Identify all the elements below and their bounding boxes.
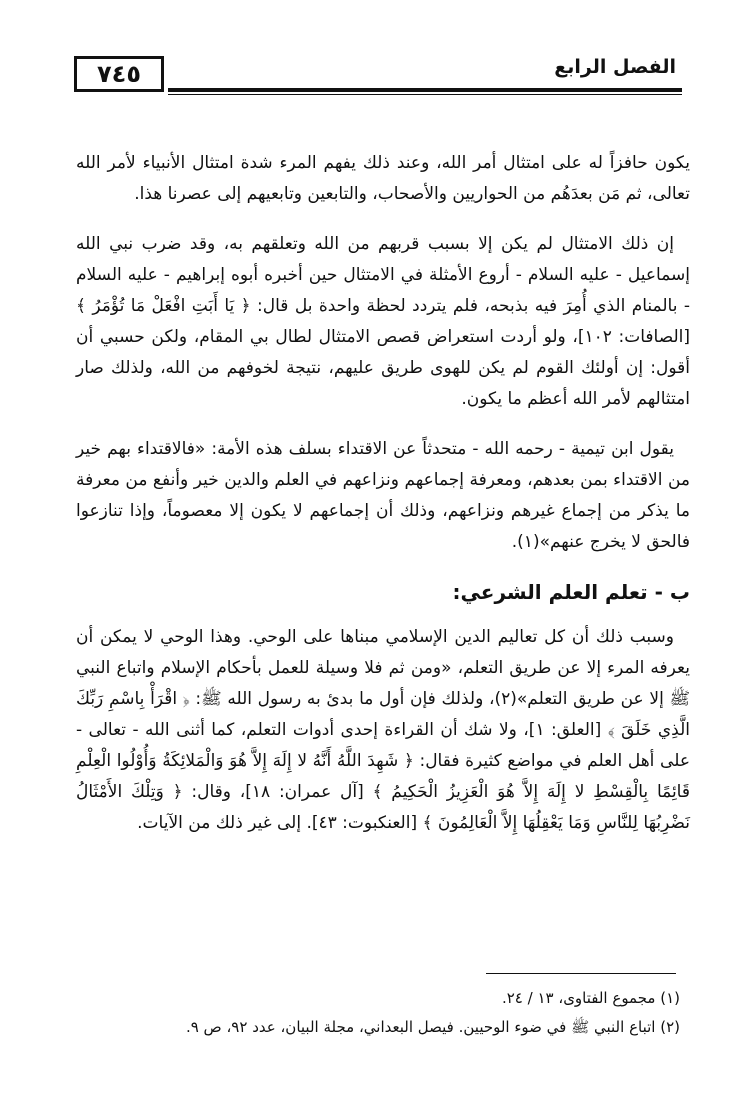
footnote-2: (٢) اتباع النبي ﷺ في ضوء الوحيين. فيصل البعداني، مجلة البيان، عدد ٩٢، ص ٩. [185,1018,680,1036]
header-rule-thin [168,94,682,95]
paragraph-3: يقول ابن تيمية - رحمه الله - متحدثاً عن الاقتداء بسلف هذه الأمة: «فالاقتداء بهم خير من الاقتداء بمن بعدهم، ومعرفة إجماعهم ونزاعهم في العلم والدين خير وأنفع من معرفة ما يذكر من إجماع غيرهم ونزاعهم، وذلك أن إجماعهم لا يكون إلا معصوماً، وإذا تنازعوا فالحق لا يخرج عنهم»(١). [76,439,690,552]
chapter-title: الفصل الرابع [554,56,676,78]
section-paragraph: وسبب ذلك أن كل تعاليم الدين الإسلامي مبناها على الوحي. وهذا الوحي لا يمكن أن يعرفه المرء إلا عن طريق التعلم، «ومن ثم فلا وسيلة للعمل بأحكام الإسلام واتباع النبي ﷺ إلا عن طريق التعلم»(٢)، ولذلك فإن أول ما بدئ به رسول الله ﷺ: ﴿ اقْرَأْ بِاسْمِ رَبِّكَ الَّذِي خَلَقَ ﴾ [العلق: ١]، ولا شك أن القراءة إحدى أدوات التعلم، كما أثنى الله - تعالى - على أهل العلم في مواضع كثيرة فقال: ﴿ شَهِدَ اللَّهُ أَنَّهُ لا إِلَهَ إِلاَّ هُوَ وَالْمَلائِكَةُ وَأُوْلُوا الْعِلْمِ قَائِمًا بِالْقِسْطِ لا إِلَهَ إِلاَّ هُوَ الْعَزِيزُ الْحَكِيمُ ﴾ [آل عمران: ١٨]، وقال: ﴿ وَتِلْكَ الأَمْثَالُ نَضْرِبُهَا لِلنَّاسِ وَمَا يَعْقِلُهَا إِلاَّ الْعَالِمُونَ ﴾ [العنكبوت: ٤٣]. إلى غير ذلك من الآيات. [76,627,691,833]
footnote-1: (١) مجموع الفتاوى، ١٣ / ٢٤. [501,989,680,1007]
paragraph-1: يكون حافزاً له على امتثال أمر الله، وعند ذلك يفهم المرء شدة امتثال الأنبياء لأمر الله تعالى، ثم مَن بعدَهُم من الحواريين والأصحاب، والتابعين وتابعيهم إلى عصرنا هذا. [76,153,690,204]
section-heading: ب - تعلم العلم الشرعي: [452,580,690,604]
footnote-separator [486,973,676,974]
page-number: ٧٤٥ [74,56,164,92]
body-text [76,148,690,858]
page-header [74,46,682,96]
footnotes [80,984,680,1042]
paragraph-2: إن ذلك الامتثال لم يكن إلا بسبب قربهم من الله وتعلقهم به، وقد ضرب نبي الله إسماعيل - عليه السلام - أروع الأمثلة في الامتثال حين أخبره أبوه إبراهيم - عليه السلام - بالمنام الذي أُمِرَ فيه بذبحه، فلم يتردد لحظة واحدة بل قال: ﴿ يَا أَبَتِ افْعَلْ مَا تُؤْمَرُ ﴾ [الصافات: ١٠٢]، ولو أردت استعراض قصص الامتثال لطال بي المقام، ولكن حسبي أن أقول: إن أولئك القوم لم يكن للهوى طريق عليهم، نتيجة لخوفهم من الله، ولذلك صار امتثالهم لأمر الله أعظم ما يكون. [76,234,690,409]
header-rule-thick [168,88,682,92]
